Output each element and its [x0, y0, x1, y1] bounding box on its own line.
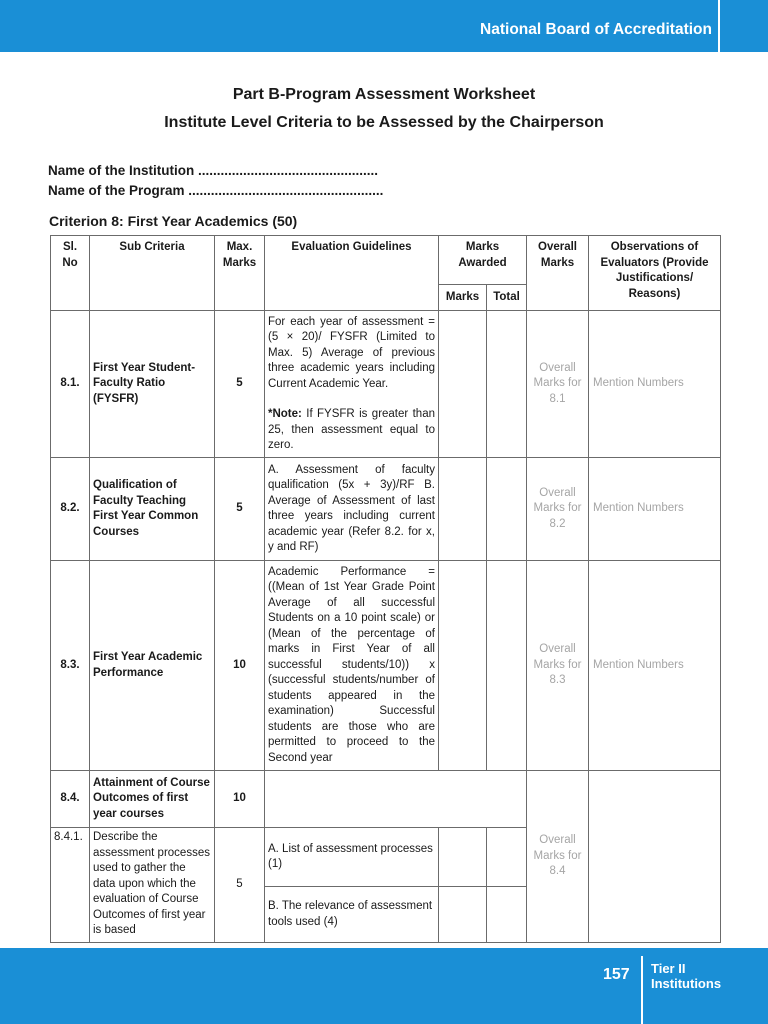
row-81-note: [268, 407, 435, 454]
row-81-marks: [439, 311, 487, 458]
row-841-sub-criteria: Describe the assessment processes used to gather the data upon which the evaluation of Course Outcomes of first year is based: [90, 828, 215, 943]
footer-divider: [641, 956, 643, 1024]
document-subtitle: Institute Level Criteria to be Assessed by the Chairperson: [164, 114, 604, 131]
header-divider: [718, 0, 720, 52]
row-82-total: [487, 458, 527, 561]
row-84-observation: [589, 771, 721, 943]
header-observations-title: Observations of Evaluators: [600, 241, 699, 269]
row-81-total: [487, 311, 527, 458]
row-84-sub-criteria: Attainment of Course Outcomes of first year courses: [90, 771, 215, 828]
row-82-sl: 8.2.: [51, 458, 90, 561]
row-83-sub-criteria: First Year Academic Performance: [90, 561, 215, 771]
row-841b-total: [487, 887, 527, 943]
row-82-observation: Mention Numbers: [589, 458, 721, 561]
row-83-guidelines: Academic Performance = ((Mean of 1st Year Grade Point Average of all successful Students on a 10 point scale) or (Mean of the percentage of marks in First Year of all successful students/10)) x (successful students/number of students appeared in the examination) Successful students are those who are permitted to proceed to the Second year: [265, 561, 439, 771]
row-84-guidelines: [265, 771, 527, 828]
header-marks-awarded: Marks Awarded: [439, 236, 527, 285]
row-841-max-marks: 5: [215, 828, 265, 943]
tier-institutions: Institutions: [651, 976, 722, 991]
table-row: [51, 561, 721, 771]
header-overall-marks: Overall Marks: [527, 236, 589, 311]
org-name: National Board of Accreditation: [480, 21, 712, 38]
row-82-sub-criteria: Qualification of Faculty Teaching First Year Common Courses: [90, 458, 215, 561]
row-83-sl: 8.3.: [51, 561, 90, 771]
row-81-sl: 8.1.: [51, 311, 90, 458]
row-841b-marks: [439, 887, 487, 943]
table-row: [51, 771, 721, 828]
row-841-guideline-a: A. List of assessment processes (1): [265, 828, 439, 887]
tier-label: [651, 961, 721, 991]
document-title: Part B-Program Assessment Worksheet: [232, 86, 536, 103]
header-observations: [589, 236, 721, 311]
footer-band: [0, 948, 768, 1024]
row-82-guidelines: A. Assessment of faculty qualification (5x + 3y)/RF B. Average of Assessment of last three years including current academic year (Refer 8.2. for x, y and RF): [265, 458, 439, 561]
header-evaluation-guidelines: Evaluation Guidelines: [265, 236, 439, 311]
table-header-row: [51, 236, 721, 285]
row-81-guidelines: [265, 311, 439, 458]
row-84-max-marks: 10: [215, 771, 265, 828]
row-82-marks: [439, 458, 487, 561]
row-83-overall: Overall Marks for 8.3: [527, 561, 589, 771]
header-max-marks: Max. Marks: [215, 236, 265, 311]
header-marks: Marks: [439, 285, 487, 311]
row-82-max-marks: 5: [215, 458, 265, 561]
row-81-sub-criteria: First Year Student-Faculty Ratio (FYSFR): [90, 311, 215, 458]
tier-title: Tier II: [651, 961, 686, 976]
header-observations-subtitle: (Provide Justifications/ Reasons): [615, 256, 709, 300]
header-sub-criteria: Sub Criteria: [90, 236, 215, 311]
row-81-max-marks: 5: [215, 311, 265, 458]
row-83-max-marks: 10: [215, 561, 265, 771]
row-83-marks: [439, 561, 487, 771]
row-841-sl: 8.4.1.: [51, 828, 90, 943]
row-84-sl: 8.4.: [51, 771, 90, 828]
row-81-observation: Mention Numbers: [589, 311, 721, 458]
program-name-field: Name of the Program ....................................................: [48, 183, 384, 198]
row-841a-total: [487, 828, 527, 887]
header-total: Total: [487, 285, 527, 311]
row-83-observation: Mention Numbers: [589, 561, 721, 771]
row-81-note-text: If FYSFR is greater than 25, then assessment equal to zero.: [268, 408, 435, 451]
row-84-overall: Overall Marks for 8.4: [527, 771, 589, 943]
header-band: [0, 0, 768, 52]
row-81-note-label: *Note:: [268, 408, 302, 420]
row-81-overall: Overall Marks for 8.1: [527, 311, 589, 458]
criterion-heading: Criterion 8: First Year Academics (50): [49, 213, 298, 229]
page-number: 157: [603, 966, 630, 983]
row-83-total: [487, 561, 527, 771]
row-81-guideline-text: For each year of assessment = (5 × 20)/ FYSFR (Limited to Max. 5) Average of previous three academic years including Current Academic Year.: [268, 315, 435, 390]
table-row: [51, 311, 721, 458]
table-row: [51, 458, 721, 561]
row-82-overall: Overall Marks for 8.2: [527, 458, 589, 561]
header-sl-no: Sl. No: [51, 236, 90, 311]
assessment-table: [50, 235, 721, 943]
row-841a-marks: [439, 828, 487, 887]
row-841-guideline-b: B. The relevance of assessment tools used (4): [265, 887, 439, 943]
institution-name-field: Name of the Institution ................................................: [48, 163, 379, 178]
